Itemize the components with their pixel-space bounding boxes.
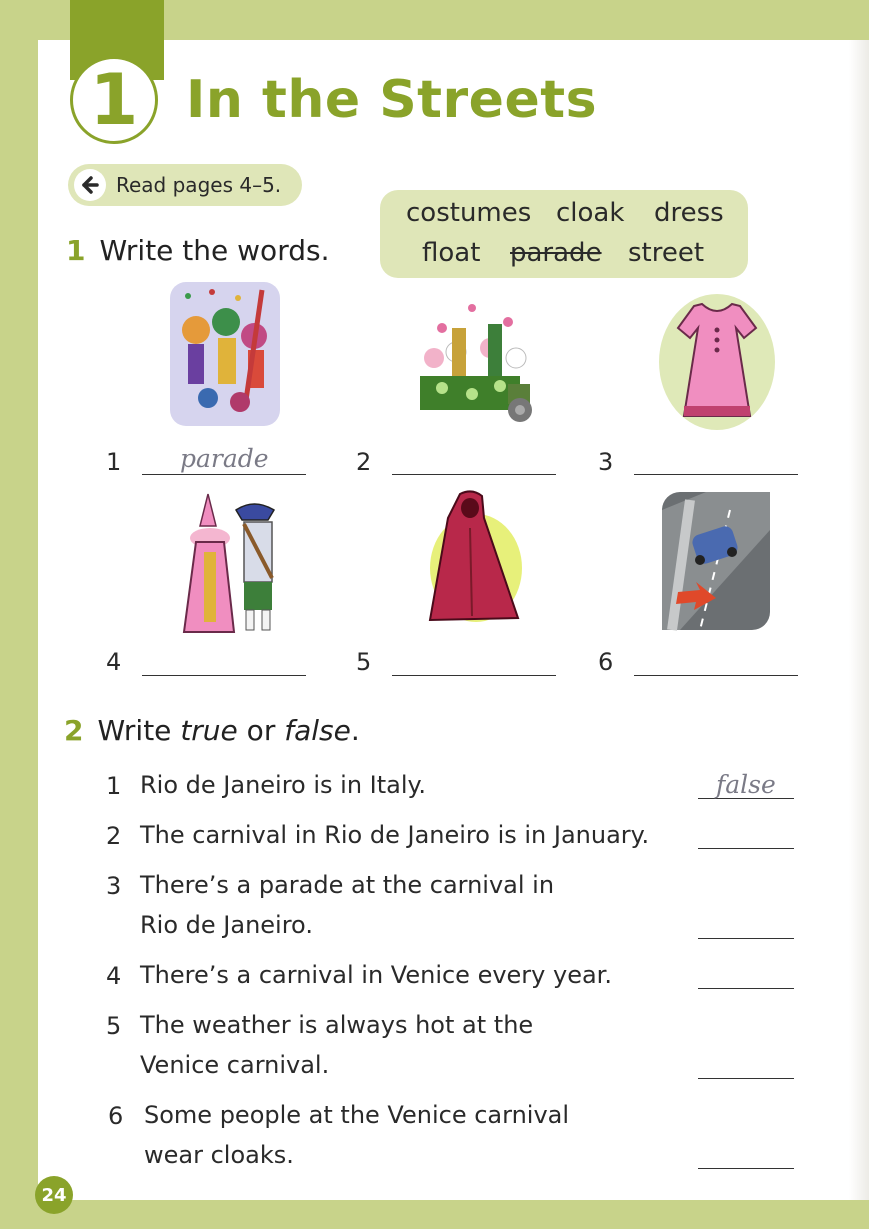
tf-statement-1: Rio de Janeiro is in Italy. bbox=[140, 771, 426, 799]
word-street: street bbox=[628, 238, 705, 268]
exercise-2-heading bbox=[64, 714, 360, 747]
instruction-false: false bbox=[284, 714, 351, 747]
page-number: 24 bbox=[35, 1176, 73, 1214]
tf-answer-line-6[interactable] bbox=[698, 1168, 794, 1169]
costumes-picture bbox=[174, 492, 286, 634]
tf-item-number: 1 bbox=[106, 772, 122, 800]
tf-statement-6-line-1: Some people at the Venice carnival bbox=[144, 1101, 570, 1129]
item-number: 1 bbox=[106, 448, 122, 476]
tf-item-number: 4 bbox=[106, 962, 122, 990]
item-number: 4 bbox=[106, 648, 122, 676]
street-picture bbox=[660, 490, 772, 632]
exercise-instruction: Write the words. bbox=[99, 234, 330, 267]
answer-line-1[interactable] bbox=[142, 474, 306, 475]
word-box bbox=[380, 190, 748, 278]
tf-answer-line-4[interactable] bbox=[698, 988, 794, 989]
word-cloak: cloak bbox=[556, 198, 625, 228]
float-picture bbox=[412, 288, 540, 434]
tf-item-number: 6 bbox=[108, 1102, 124, 1130]
item-number: 6 bbox=[598, 648, 614, 676]
tf-item-number: 2 bbox=[106, 822, 122, 850]
answer-text-1: parade bbox=[180, 444, 269, 473]
answer-line-6[interactable] bbox=[634, 675, 798, 676]
exercise-1-heading bbox=[66, 234, 329, 267]
tf-answer-line-3[interactable] bbox=[698, 938, 794, 939]
word-costumes: costumes bbox=[406, 198, 532, 228]
answer-line-4[interactable] bbox=[142, 675, 306, 676]
tf-statement-5-line-2: Venice carnival. bbox=[140, 1051, 330, 1079]
word-dress: dress bbox=[654, 198, 724, 228]
tf-answer-line-5[interactable] bbox=[698, 1078, 794, 1079]
exercise-number: 1 bbox=[66, 234, 86, 267]
tf-answer-text-1: false bbox=[716, 770, 776, 799]
tf-item-number: 5 bbox=[106, 1012, 122, 1040]
unit-number: 1 bbox=[89, 59, 139, 141]
unit-title: In the Streets bbox=[186, 70, 598, 130]
parade-picture bbox=[168, 280, 282, 428]
instruction-or: or bbox=[237, 714, 285, 747]
answer-line-3[interactable] bbox=[634, 474, 798, 475]
tf-statement-6-line-2: wear cloaks. bbox=[144, 1141, 294, 1169]
answer-line-5[interactable] bbox=[392, 675, 556, 676]
tf-statement-4: There’s a carnival in Venice every year. bbox=[140, 961, 612, 989]
tf-item-number: 3 bbox=[106, 872, 122, 900]
cloak-picture bbox=[410, 488, 528, 636]
page-edge bbox=[849, 40, 869, 1200]
arrow-left-icon bbox=[74, 169, 106, 201]
word-parade-crossed: parade bbox=[510, 238, 602, 268]
item-number: 3 bbox=[598, 448, 614, 476]
instruction-period: . bbox=[350, 714, 360, 747]
read-pages-pill bbox=[68, 164, 302, 206]
tf-statement-5-line-1: The weather is always hot at the bbox=[140, 1011, 534, 1039]
tf-statement-2: The carnival in Rio de Janeiro is in January. bbox=[140, 821, 650, 849]
answer-line-2[interactable] bbox=[392, 474, 556, 475]
tf-statement-3-line-2: Rio de Janeiro. bbox=[140, 911, 313, 939]
unit-badge bbox=[70, 56, 158, 144]
tf-statement-3-line-1: There’s a parade at the carnival in bbox=[140, 871, 555, 899]
instruction-true: true bbox=[180, 714, 238, 747]
tf-answer-line-2[interactable] bbox=[698, 848, 794, 849]
item-number: 2 bbox=[356, 448, 372, 476]
read-pages-text: Read pages 4–5. bbox=[116, 173, 282, 197]
dress-picture bbox=[654, 290, 780, 432]
item-number: 5 bbox=[356, 648, 372, 676]
exercise-number: 2 bbox=[64, 714, 84, 747]
word-float: float bbox=[422, 238, 481, 268]
exercise-instruction-start: Write bbox=[97, 714, 181, 747]
